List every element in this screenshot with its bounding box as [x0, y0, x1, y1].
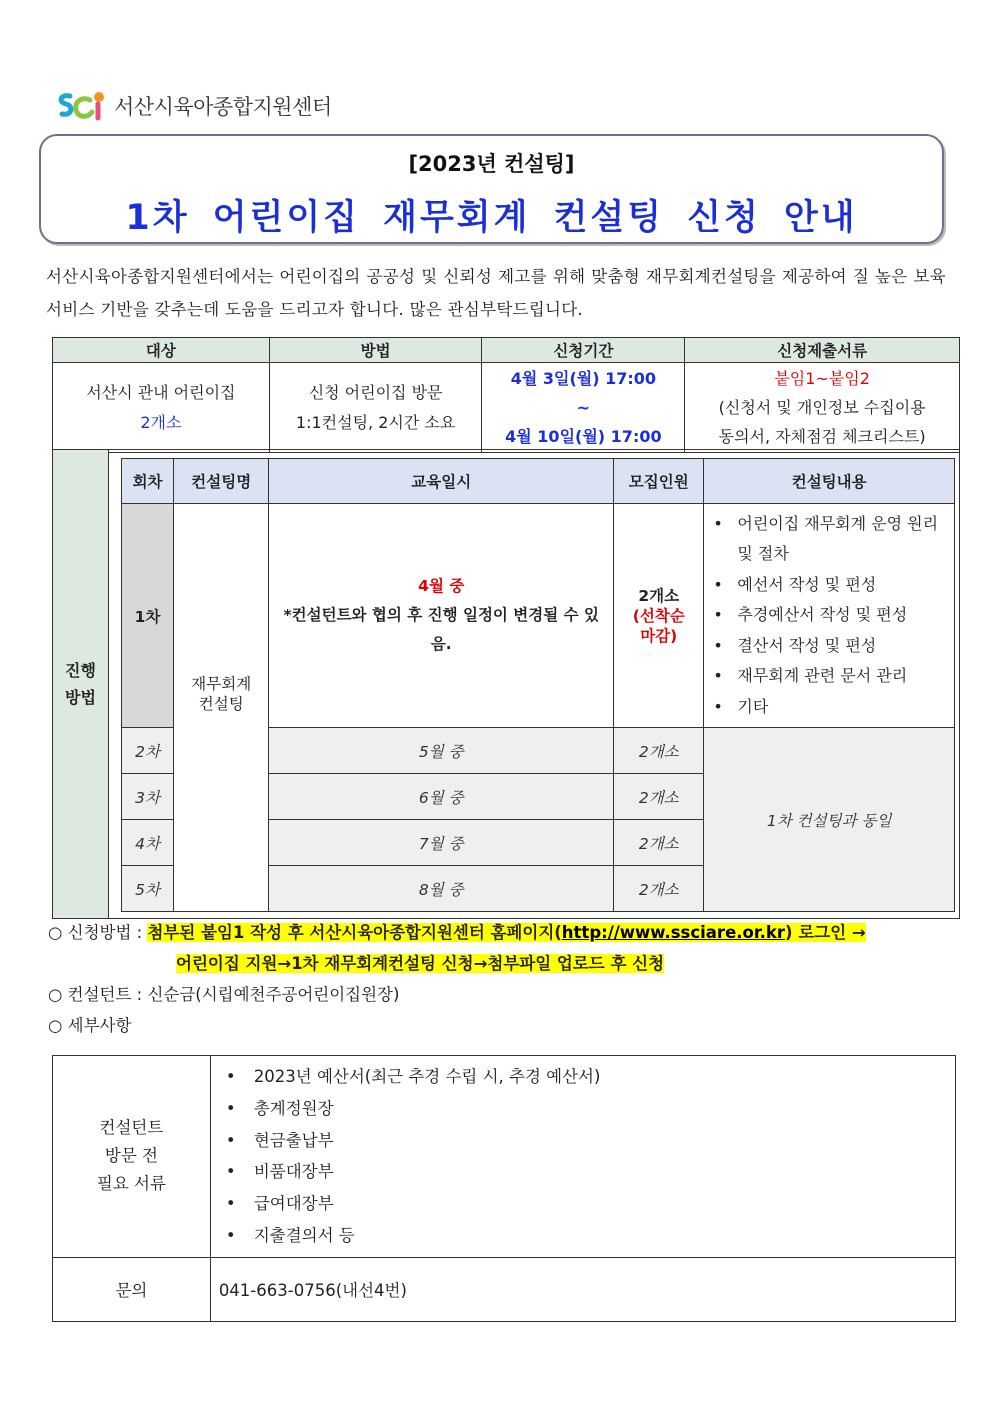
docs-item: • 급여대장부	[220, 1188, 946, 1220]
round-1-contents	[704, 504, 955, 728]
details-table	[52, 1055, 956, 1322]
round-2: 2차	[122, 728, 174, 774]
docs-label-3: 필요 서류	[96, 1174, 166, 1194]
docs-label-1: 컨설턴트	[99, 1118, 164, 1138]
title-box	[39, 134, 944, 244]
docs-row	[53, 1056, 956, 1258]
summary-table	[52, 337, 960, 453]
summary-header-target: 대상	[53, 338, 270, 363]
contents-list	[705, 505, 953, 726]
contents-item: • 추경예산서 작성 및 편성	[713, 600, 947, 630]
round-1-date-note: *컨설턴트와 협의 후 진행 일정이 변경될 수 있음.	[283, 606, 599, 653]
contact-value: 041-663-0756(내선4번)	[210, 1257, 955, 1321]
contents-item: • 재무회계 관련 문서 관리	[713, 661, 947, 691]
round-5: 5차	[122, 866, 174, 912]
summary-method	[269, 363, 482, 453]
summary-period	[482, 363, 685, 453]
progress-header-row	[122, 459, 955, 504]
contents-item: • 기타	[713, 692, 947, 722]
progress-label-2: 방법	[65, 688, 96, 707]
header-contents: 컨설팅내용	[704, 459, 955, 504]
progress-table	[121, 458, 955, 912]
bullet-icon: •	[225, 1162, 236, 1182]
intro-paragraph: 서산시육아종합지원센터에서는 어린이집의 공공성 및 신뢰성 제고를 위해 맞춤형 재무회계컨설팅을 제공하여 질 높은 보육서비스 기반을 갖추는데 도움을 드리고자 합니다. 많은 관심부탁드립니다.	[46, 267, 946, 319]
bullet-icon: •	[225, 1067, 236, 1086]
summary-docs	[685, 363, 960, 453]
round-5-date: 8월 중	[269, 866, 614, 912]
target-text: 서산시 관내 어린이집	[86, 382, 236, 402]
apply-text-3: 어린이집 지원→1차 재무회계컨설팅 신청→첨부파일 업로드 후 신청	[176, 954, 665, 973]
header-capacity: 모집인원	[614, 459, 704, 504]
round-2-capacity: 2개소	[614, 728, 704, 774]
contents-item: • 결산서 작성 및 편성	[713, 631, 947, 661]
round-1-month: 4월 중	[418, 577, 465, 595]
summary-header-docs: 신청제출서류	[685, 338, 960, 363]
apply-method	[48, 917, 948, 948]
docs-label	[53, 1056, 211, 1258]
org-name: 서산시육아종합지원센터	[114, 95, 332, 119]
round-1-capacity	[614, 504, 704, 728]
round-1-capacity-value: 2개소	[638, 586, 680, 605]
round-4-capacity: 2개소	[614, 820, 704, 866]
docs-item: • 비품대장부	[220, 1156, 946, 1188]
round-1-capacity-note-1: (선착순	[632, 606, 685, 625]
org-logo	[56, 88, 332, 124]
bullet-icon: •	[713, 666, 723, 686]
org-logo-icon	[56, 88, 112, 124]
period-start: 4월 3일(월) 17:00	[510, 369, 657, 388]
header-round: 회차	[122, 459, 174, 504]
round-1-capacity-note-2: 마감)	[640, 626, 678, 645]
apply-text-2: ) 로그인 →	[785, 923, 866, 942]
round-3: 3차	[122, 774, 174, 820]
header-name: 컨설팅명	[174, 459, 269, 504]
docs-desc-2: 동의서, 자체점검 체크리스트)	[718, 427, 926, 446]
method-line-2: 1:1컨설팅, 2시간 소요	[295, 412, 456, 432]
round-1-date	[269, 504, 614, 728]
docs-list	[212, 1057, 954, 1256]
header-date: 교육일시	[269, 459, 614, 504]
contact-row	[53, 1257, 956, 1321]
round-3-capacity: 2개소	[614, 774, 704, 820]
progress-row-1	[122, 504, 955, 728]
contact-label: 문의	[53, 1257, 211, 1321]
homepage-link[interactable]: http://www.ssciare.or.kr	[561, 923, 786, 942]
consultant-line: ○ 컨설턴트 : 신순금(시립예천주공어린이집원장)	[48, 985, 400, 1004]
method-line-1: 신청 어린이집 방문	[308, 382, 443, 402]
consulting-name-2: 컨설팅	[198, 695, 244, 713]
apply-method-cont	[176, 948, 664, 979]
docs-item: • 2023년 예산서(최근 추경 수립 시, 추경 예산서)	[220, 1061, 946, 1093]
docs-item: • 지출결의서 등	[220, 1220, 946, 1252]
docs-attachments: 붙임1~붙임2	[774, 369, 870, 388]
round-5-capacity: 2개소	[614, 866, 704, 912]
bullet-icon: •	[713, 605, 723, 625]
bullet-icon: •	[713, 514, 723, 534]
apply-text-1: 첨부된 붙임1 작성 후 서산시육아종합지원센터 홈페이지(	[147, 923, 562, 942]
contents-item: • 예선서 작성 및 편성	[713, 570, 947, 600]
progress-label-1: 진행	[65, 661, 96, 680]
bullet-icon: •	[225, 1098, 236, 1118]
bullet-icon: •	[713, 635, 723, 655]
docs-item: • 현금출납부	[220, 1125, 946, 1157]
bullet-icon: •	[225, 1225, 236, 1245]
document-subtitle: [2023년 컨설팅]	[408, 152, 575, 176]
bullet-icon: •	[225, 1130, 236, 1150]
consulting-name	[174, 504, 269, 912]
round-4-date: 7월 중	[269, 820, 614, 866]
summary-header-method: 방법	[269, 338, 482, 363]
summary-target	[53, 363, 270, 453]
progress-section	[52, 449, 960, 919]
round-1: 1차	[122, 504, 174, 728]
same-as-first: 1차 컨설팅과 동일	[704, 728, 955, 912]
apply-label: ○ 신청방법 :	[48, 923, 143, 942]
summary-body-row	[53, 363, 960, 453]
period-end: 4월 10일(월) 17:00	[505, 427, 662, 446]
docs-cell	[210, 1056, 955, 1258]
bullet-icon: •	[713, 696, 723, 716]
target-count: 2개소	[140, 412, 182, 432]
document-title: 1차 어린이집 재무회계 컨설팅 신청 안내	[125, 198, 858, 238]
period-tilde: ~	[576, 398, 591, 417]
progress-side-label	[53, 450, 109, 918]
details-heading: ○ 세부사항	[48, 1016, 132, 1035]
bullet-icon: •	[225, 1194, 236, 1214]
summary-header-period: 신청기간	[482, 338, 685, 363]
round-4: 4차	[122, 820, 174, 866]
round-3-date: 6월 중	[269, 774, 614, 820]
round-2-date: 5월 중	[269, 728, 614, 774]
bullet-icon: •	[713, 574, 723, 594]
docs-desc-1: (신청서 및 개인정보 수집이용	[718, 398, 926, 417]
contents-item: • 어린이집 재무회계 운영 원리 및 절차	[713, 509, 947, 570]
consulting-name-1: 재무회계	[191, 675, 252, 693]
docs-item: • 총계정원장	[220, 1093, 946, 1125]
summary-header-row	[53, 338, 960, 363]
docs-label-2: 방문 전	[104, 1146, 158, 1166]
